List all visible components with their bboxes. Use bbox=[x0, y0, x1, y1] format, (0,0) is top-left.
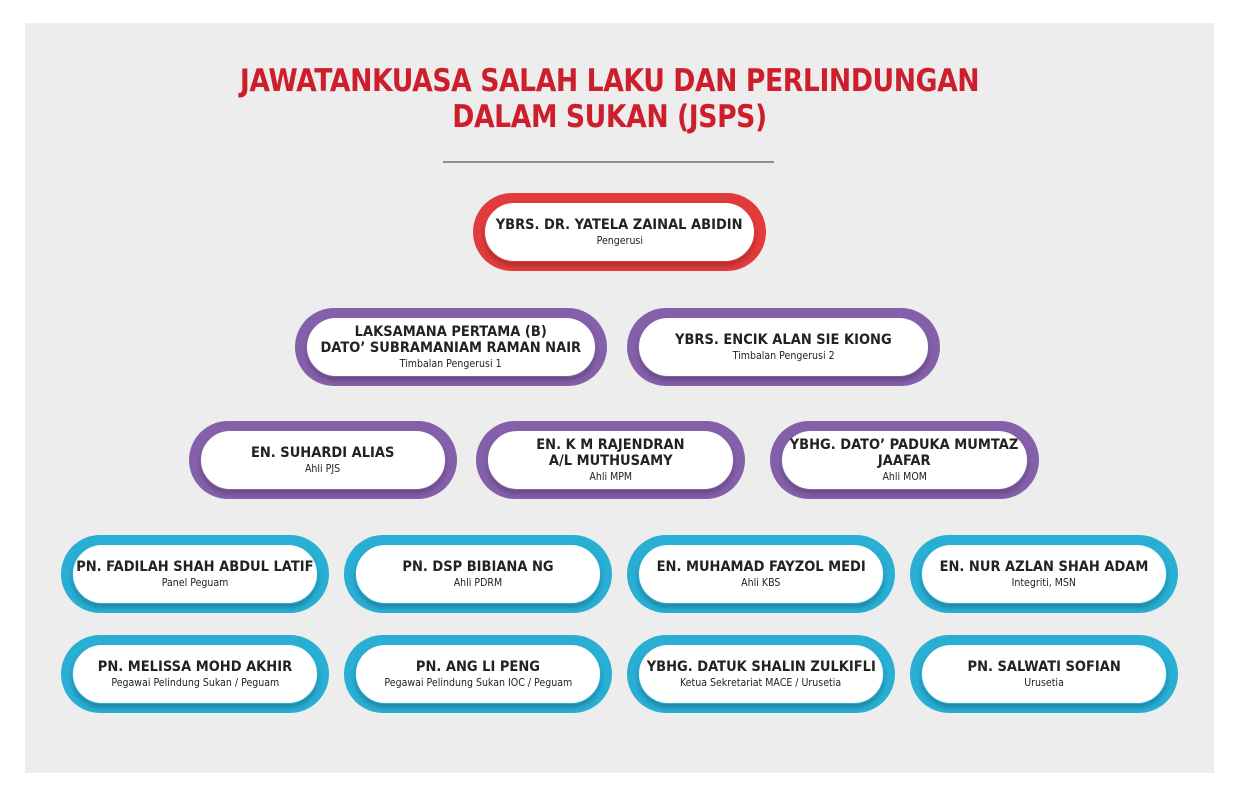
row5-node-4 bbox=[910, 635, 1178, 713]
row5-node-1 bbox=[61, 635, 329, 713]
member-role-3: Ahli MOM bbox=[882, 470, 927, 483]
row5-role-2: Pegawai Pelindung Sukan IOC / Peguam bbox=[384, 676, 572, 689]
row4-role-4: Integriti, MSN bbox=[1011, 576, 1077, 589]
title-line-2: DALAM SUKAN (JSPS) bbox=[452, 99, 767, 135]
deputy-name-1b: DATO’ SUBRAMANIAM RAMAN NAIR bbox=[320, 339, 582, 356]
row5-name-1: PN. MELISSA MOHD AKHIR bbox=[97, 658, 293, 675]
deputy-node-1 bbox=[295, 308, 607, 386]
member-role-1: Ahli PJS bbox=[305, 462, 341, 475]
member-node-3 bbox=[770, 421, 1039, 499]
deputy-name-2: YBRS. ENCIK ALAN SIE KIONG bbox=[675, 331, 892, 348]
title-divider bbox=[443, 161, 774, 163]
row4-name-1: PN. FADILAH SHAH ABDUL LATIF bbox=[76, 558, 314, 575]
row5-role-4: Urusetia bbox=[1024, 676, 1064, 689]
row4-node-3 bbox=[627, 535, 895, 613]
row4-node-4 bbox=[910, 535, 1178, 613]
row5-role-1: Pegawai Pelindung Sukan / Peguam bbox=[111, 676, 279, 689]
chair-node bbox=[473, 193, 766, 271]
chair-name: YBRS. DR. YATELA ZAINAL ABIDIN bbox=[496, 216, 743, 233]
row4-node-1 bbox=[61, 535, 329, 613]
row5-node-3 bbox=[627, 635, 895, 713]
deputy-role-1: Timbalan Pengerusi 1 bbox=[400, 357, 502, 370]
row5-node-2 bbox=[344, 635, 612, 713]
row4-name-3: EN. MUHAMAD FAYZOL MEDI bbox=[656, 558, 866, 575]
row4-node-2 bbox=[344, 535, 612, 613]
member-node-2 bbox=[476, 421, 745, 499]
member-name-1: EN. SUHARDI ALIAS bbox=[251, 444, 395, 461]
deputy-role-2: Timbalan Pengerusi 2 bbox=[732, 349, 835, 362]
member-name-3b: JAAFAR bbox=[878, 452, 931, 469]
chair-role: Pengerusi bbox=[596, 234, 643, 247]
row4-role-2: Ahli PDRM bbox=[453, 576, 503, 589]
row5-name-2: PN. ANG LI PENG bbox=[415, 658, 541, 675]
row5-name-3: YBHG. DATUK SHALIN ZULKIFLI bbox=[646, 658, 876, 675]
title-line-1: JAWATANKUASA SALAH LAKU DAN PERLINDUNGAN bbox=[239, 63, 980, 99]
row5-name-4: PN. SALWATI SOFIAN bbox=[967, 658, 1121, 675]
member-name-2a: EN. K M RAJENDRAN bbox=[536, 436, 685, 453]
member-node-1 bbox=[189, 421, 457, 499]
member-role-2: Ahli MPM bbox=[589, 470, 632, 483]
row4-role-1: Panel Peguam bbox=[161, 576, 229, 589]
row5-role-3: Ketua Sekretariat MACE / Urusetia bbox=[680, 676, 842, 689]
row4-name-2: PN. DSP BIBIANA NG bbox=[402, 558, 554, 575]
row4-role-3: Ahli KBS bbox=[741, 576, 781, 589]
chart-title bbox=[85, 63, 1133, 135]
deputy-node-2 bbox=[627, 308, 940, 386]
deputy-name-1a: LAKSAMANA PERTAMA (B) bbox=[354, 323, 548, 340]
member-name-3a: YBHG. DATO’ PADUKA MUMTAZ bbox=[790, 436, 1019, 453]
row4-name-4: EN. NUR AZLAN SHAH ADAM bbox=[939, 558, 1149, 575]
member-name-2b: A/L MUTHUSAMY bbox=[548, 452, 673, 469]
